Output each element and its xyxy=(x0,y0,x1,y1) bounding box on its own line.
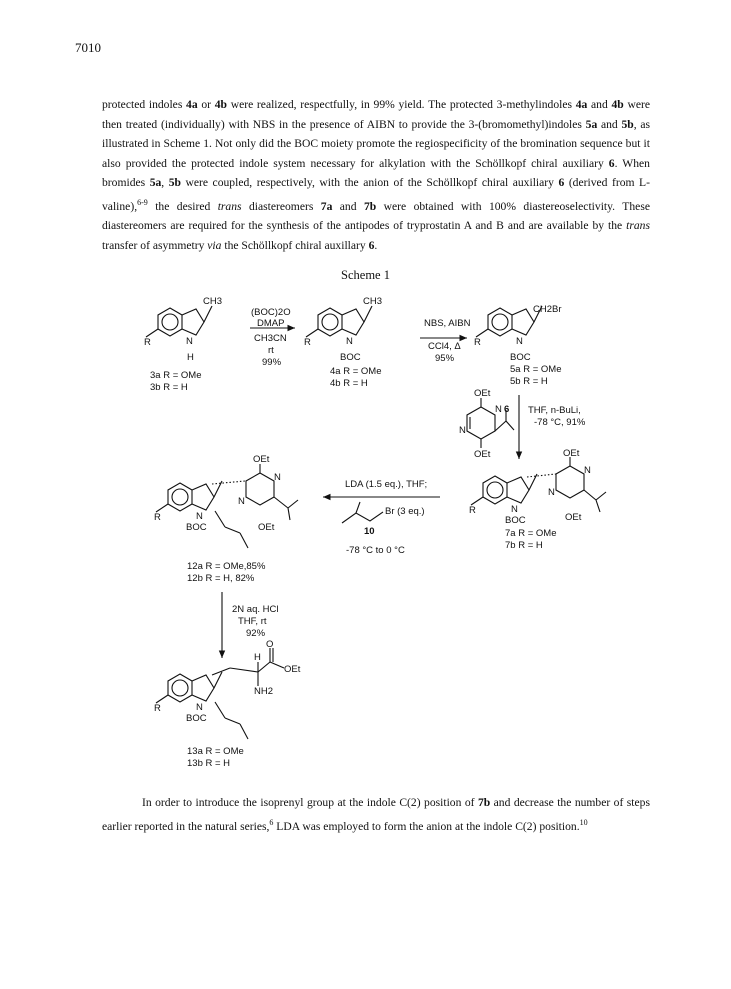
label-5b: 5b R = H xyxy=(510,376,548,387)
label-boc: BOC xyxy=(186,522,207,533)
label-oet: OEt xyxy=(565,512,582,523)
compound-3-structure xyxy=(144,296,222,363)
label-r: R xyxy=(474,337,481,348)
label-10: 10 xyxy=(364,526,375,537)
label-n: N xyxy=(584,465,591,476)
label-12a: 12a R = OMe,85% xyxy=(187,561,266,572)
label-13b: 13b R = H xyxy=(187,758,231,769)
page-number: 7010 xyxy=(75,40,101,55)
label-3b: 3b R = H xyxy=(150,382,188,393)
label-ch3: CH3 xyxy=(203,296,223,307)
label-n: N xyxy=(186,336,193,347)
compound-4-structure xyxy=(304,296,382,363)
label-7b: 7b R = H xyxy=(505,540,543,551)
paragraph-2: In order to introduce the isoprenyl group at the indole C(2) position of 7b and decrease the number of steps earlier reported in the natural series,$^6$ LDA was employed to form the anion at the indole C(2) position.$^{10}$ xyxy=(102,796,650,833)
label-n: N xyxy=(459,425,466,436)
label-3a: 3a R = OMe xyxy=(150,370,202,381)
label-12b: 12b R = H, 82% xyxy=(187,573,255,584)
label-nh2: NH2 xyxy=(254,686,274,697)
compound-5-structure xyxy=(474,304,562,363)
label-n: N xyxy=(238,496,245,507)
reagent-step4-1: Br (3 eq.) xyxy=(385,506,425,517)
label-o: O xyxy=(266,639,274,650)
reagent-step2-2: 95% xyxy=(435,353,455,364)
label-boc: BOC xyxy=(505,515,526,526)
label-4b: 4b R = H xyxy=(330,378,368,389)
label-6: 6 xyxy=(504,404,510,415)
reagent-step3-1: -78 °C, 91% xyxy=(534,417,586,428)
label-oet: OEt xyxy=(474,388,491,399)
compound-13-structure xyxy=(154,639,301,739)
label-r: R xyxy=(154,512,161,523)
label-4a: 4a R = OMe xyxy=(330,366,382,377)
label-n: N xyxy=(196,511,203,522)
reagent-step2-0: NBS, AIBN xyxy=(424,318,471,329)
label-n: N xyxy=(511,504,518,515)
label-oet: OEt xyxy=(253,454,270,465)
reagent-step1-1: DMAP xyxy=(257,318,285,329)
reagent-step5-0: 2N aq. HCl xyxy=(232,604,279,615)
label-n: N xyxy=(196,702,203,713)
label-r: R xyxy=(144,337,151,348)
label-n: N xyxy=(346,336,353,347)
label-oet: OEt xyxy=(563,448,580,459)
label-oet: OEt xyxy=(258,522,275,533)
label-7a: 7a R = OMe xyxy=(505,528,557,539)
reagent-step2-1: CCl4, Δ xyxy=(428,341,461,352)
label-ch2br: CH2Br xyxy=(533,304,562,315)
label-n: N xyxy=(495,404,502,415)
label-5a: 5a R = OMe xyxy=(510,364,562,375)
reagent-step4-0: LDA (1.5 eq.), THF; xyxy=(345,479,428,490)
compound-6-structure xyxy=(459,388,514,460)
reagent-step3-0: THF, n-BuLi, xyxy=(528,405,581,416)
label-h: H xyxy=(187,352,194,363)
label-ch3: CH3 xyxy=(363,296,383,307)
reagent-step1-0: (BOC)2O xyxy=(251,307,291,318)
label-boc: BOC xyxy=(186,713,207,724)
label-n: N xyxy=(274,472,281,483)
label-n: N xyxy=(516,336,523,347)
reagent-step1-3: rt xyxy=(268,345,274,356)
prenyl-bromide-10 xyxy=(342,512,383,523)
label-n: N xyxy=(548,487,555,498)
label-r: R xyxy=(304,337,311,348)
label-13a: 13a R = OMe xyxy=(187,746,244,757)
label-oet: OEt xyxy=(474,449,491,460)
label-r: R xyxy=(154,703,161,714)
reagent-step1-4: 99% xyxy=(262,357,282,368)
label-oet: OEt xyxy=(284,664,301,675)
scheme-title: Scheme 1 xyxy=(341,268,390,282)
label-boc: BOC xyxy=(340,352,361,363)
label-boc: BOC xyxy=(510,352,531,363)
reagent-step5-1: THF, rt xyxy=(238,616,267,627)
reagent-step1-2: CH3CN xyxy=(254,333,287,344)
reagent-step4-2: -78 °C to 0 °C xyxy=(346,545,405,556)
compound-12-structure xyxy=(154,454,298,548)
paragraph-1: protected indoles 4a or 4b were realized, respectfully, in 99% yield. The protected 3-methylindoles 4a and 4b were then treated (individually) with NBS in the presence of AIBN to provide the 3-(bromomethyl)indoles 5a and 5b, as illustrated in Scheme 1. Not only did the BOC moiety promote the regiospecificity of the bromination sequence but it also provided the protected indole system necessary for alkylation with the Schöllkopf chiral auxiliary 6. When bromides 5a, 5b were coupled, respectively, with the anion of the Schöllkopf chiral auxiliary 6 (derived from L-valine),$^{6-9}$ the desired trans diastereomers 7a and 7b were obtained with 100% diastereoselectivity. These diastereomers are required for the synthesis of the antipodes of tryprostatin A and B and are available by the trans transfer of asymmetry via the Schöllkopf chiral auxillary 6. xyxy=(102,98,650,253)
label-r: R xyxy=(469,505,476,516)
reagent-step5-2: 92% xyxy=(246,628,266,639)
label-h: H xyxy=(254,652,261,663)
